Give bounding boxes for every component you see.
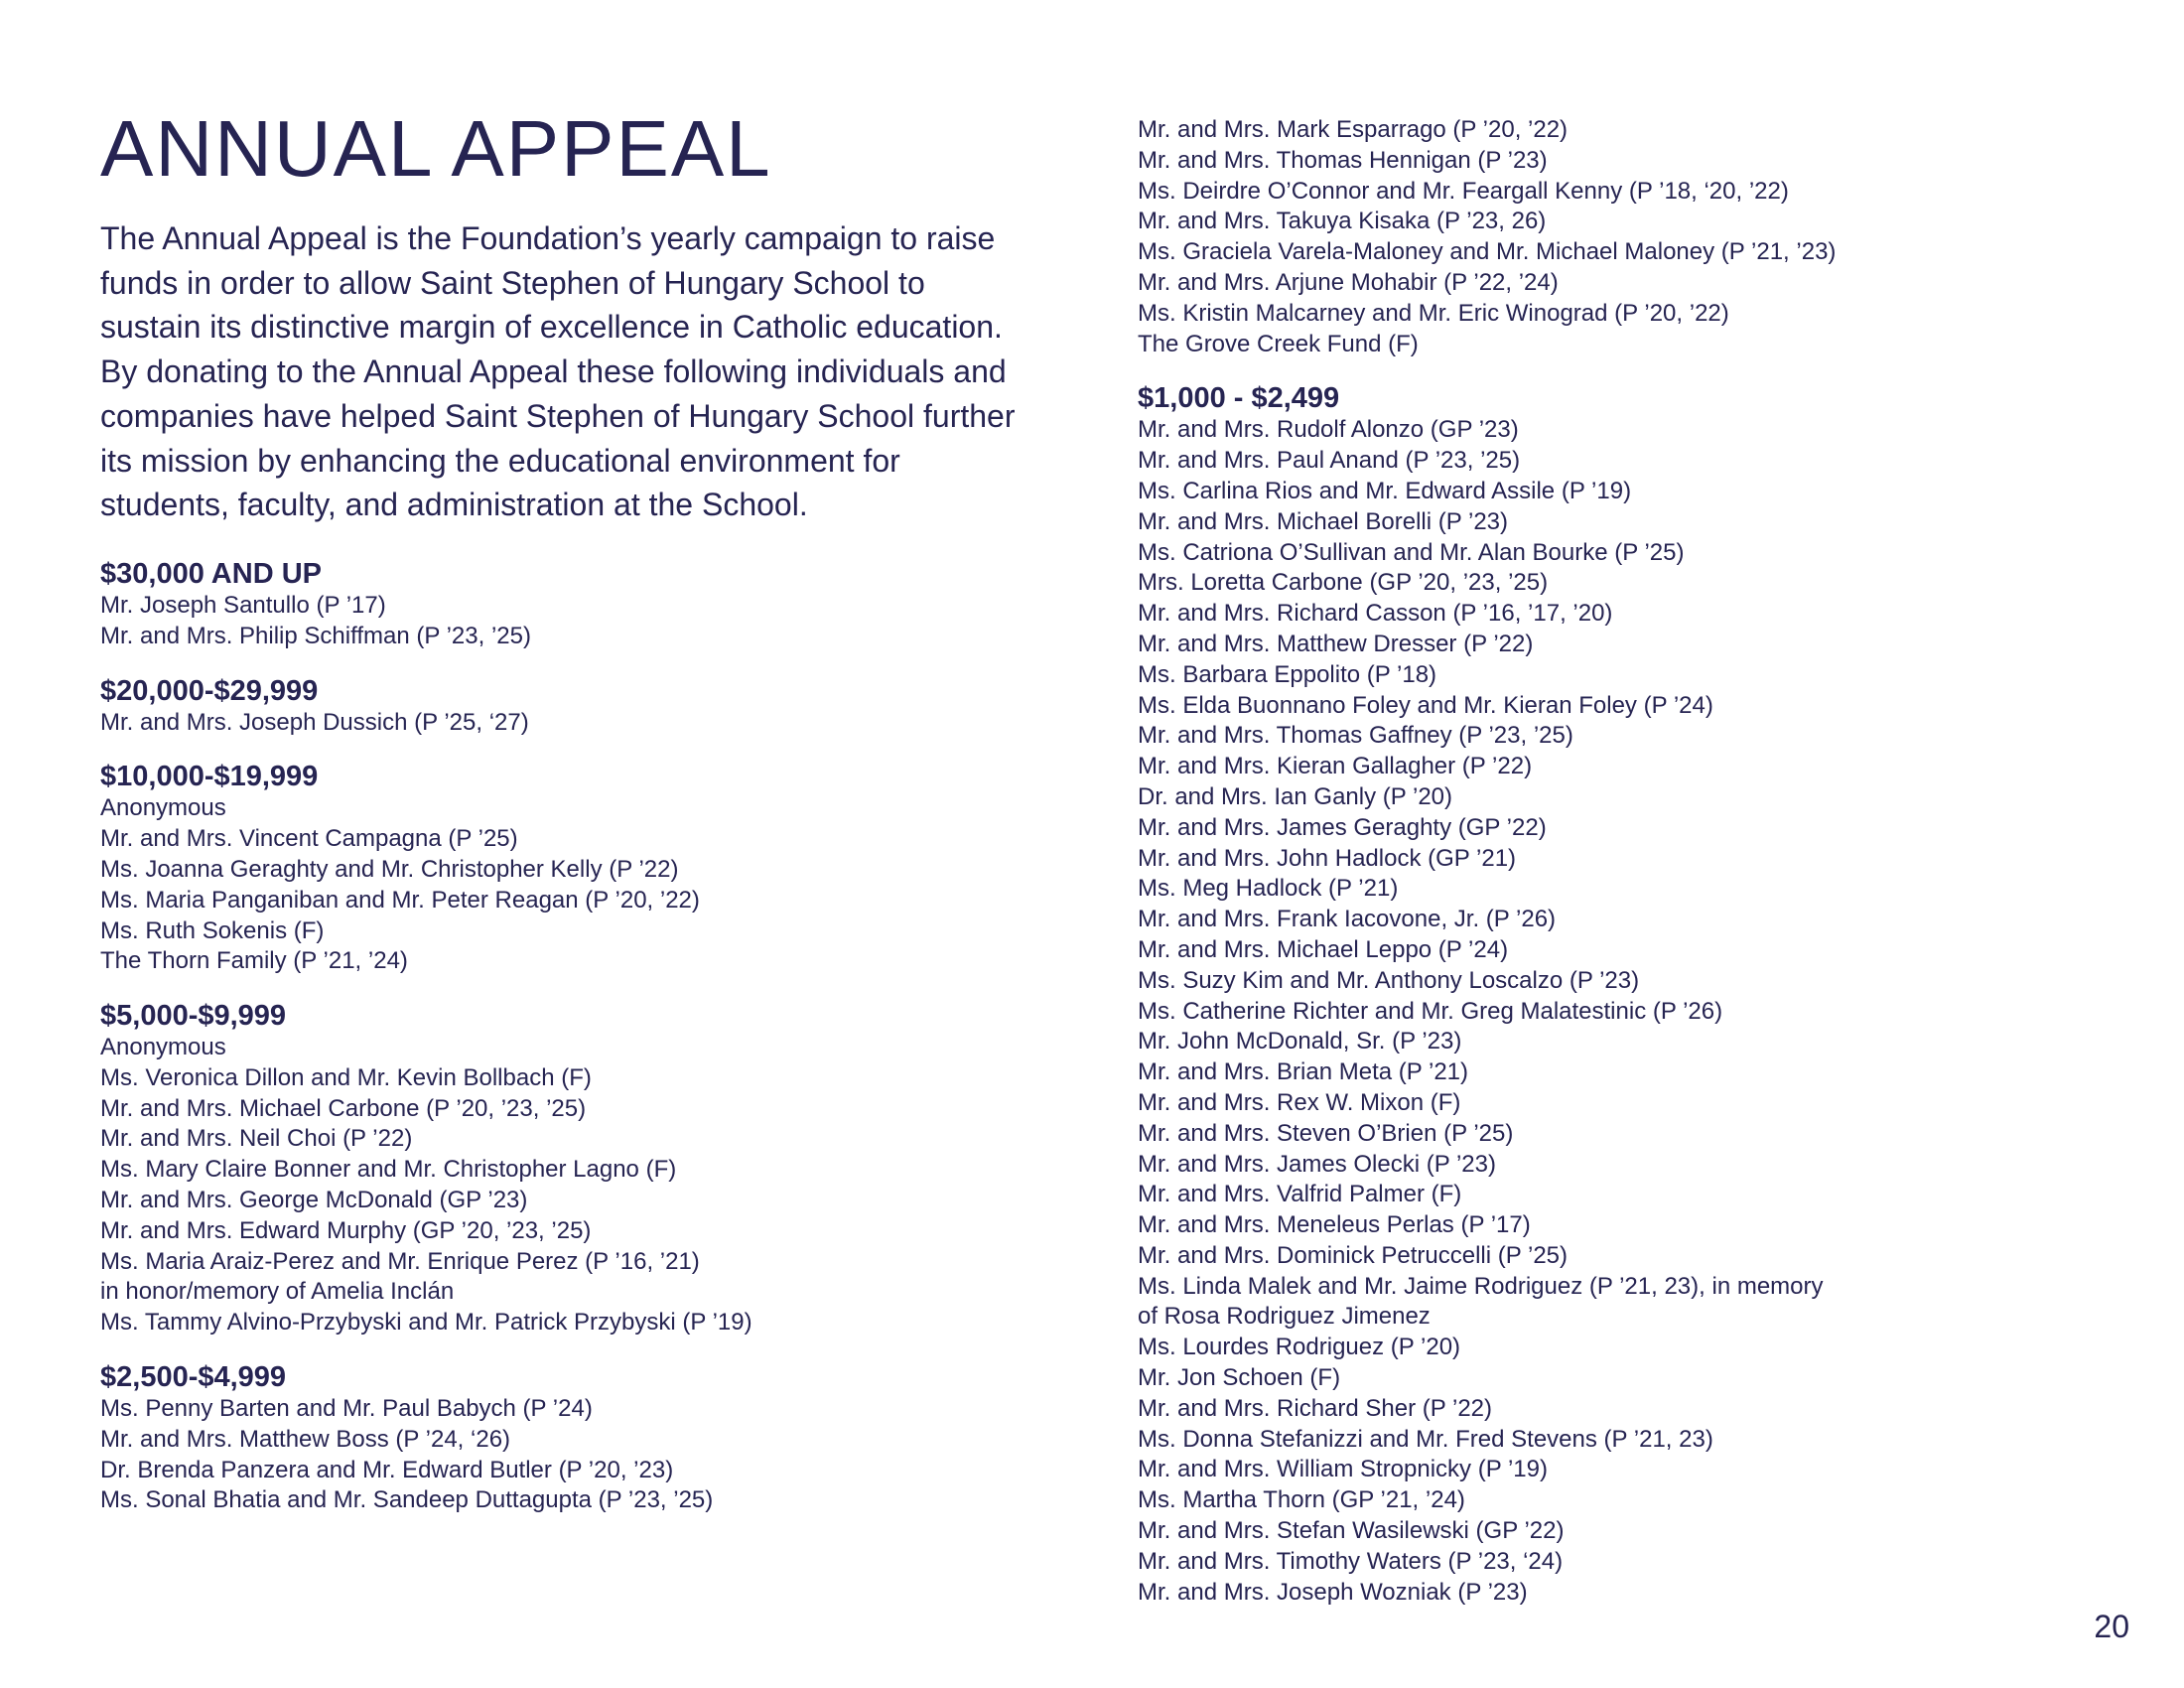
donor-name: Dr. Brenda Panzera and Mr. Edward Butler (P ’20, ’23) xyxy=(100,1456,674,1483)
donor-name: of Rosa Rodriguez Jimenez xyxy=(1138,1303,1431,1331)
donor-name: Mr. and Mrs. Vincent Campagna (P ’25) xyxy=(100,825,518,853)
donor-name: Mr. Joseph Santullo (P ’17) xyxy=(100,591,386,619)
donor-name: Mr. and Mrs. Richard Casson (P ’16, ’17, ’20) xyxy=(1138,600,1613,628)
donor-name: Mr. and Mrs. Stefan Wasilewski (GP ’22) xyxy=(1138,1517,1565,1545)
gift-level-10-000-19-999 xyxy=(100,760,1024,977)
donor-name: Mr. and Mrs. Valfrid Palmer (F) xyxy=(1138,1181,1462,1208)
donor-name: Mr. and Mrs. John Hadlock (GP ’21) xyxy=(1138,844,1517,872)
donor-name: Mr. and Mrs. Michael Carbone (P ’20, ’23, ’25) xyxy=(100,1094,587,1122)
donor-name: Mr. and Mrs. Arjune Mohabir (P ’22, ’24) xyxy=(1138,268,1559,296)
gift-level-heading: $30,000 AND UP xyxy=(100,557,322,590)
gift-level-1-000-2-499 xyxy=(1138,381,2130,1608)
intro-paragraph: The Annual Appeal is the Foundation’s yearly campaign to raise funds in order to allow Saint Stephen of Hungary School to sustain its distinctive margin of excellence in Catholic education. By donating to the Annual Appeal these following individuals and companies have helped Saint Stephen of Hungary School further its mission by enhancing the educational environment for students, faculty, and administration at the School. xyxy=(100,220,1016,523)
donor-name: Mr. and Mrs. William Stropnicky (P ’19) xyxy=(1138,1456,1548,1483)
donor-name: Mrs. Loretta Carbone (GP ’20, ’23, ’25) xyxy=(1138,569,1549,597)
left-column xyxy=(100,104,1024,1538)
donor-name: Ms. Veronica Dillon and Mr. Kevin Bollbach (F) xyxy=(100,1063,592,1091)
donor-name: in honor/memory of Amelia Inclán xyxy=(100,1278,455,1306)
donor-name: Mr. and Mrs. Thomas Gaffney (P ’23, ’25) xyxy=(1138,722,1573,750)
donor-name: Ms. Graciela Varela-Maloney and Mr. Michael Maloney (P ’21, ’23) xyxy=(1138,238,1837,266)
donor-name: Ms. Mary Claire Bonner and Mr. Christopher Lagno (F) xyxy=(100,1156,677,1184)
donor-name: Ms. Sonal Bhatia and Mr. Sandeep Duttagupta (P ’23, ’25) xyxy=(100,1486,714,1514)
donor-name: The Grove Creek Fund (F) xyxy=(1138,330,1419,357)
donor-name: Ms. Kristin Malcarney and Mr. Eric Winograd (P ’20, ’22) xyxy=(1138,299,1729,327)
donor-name: Anonymous xyxy=(100,1034,226,1061)
donor-name: Mr. and Mrs. Rudolf Alonzo (GP ’23) xyxy=(1138,416,1519,444)
donor-name: Ms. Carlina Rios and Mr. Edward Assile (P ’19) xyxy=(1138,477,1632,504)
donor-name: Mr. and Mrs. Matthew Dresser (P ’22) xyxy=(1138,630,1534,657)
donor-name: Ms. Elda Buonnano Foley and Mr. Kieran Foley (P ’24) xyxy=(1138,691,1713,719)
donor-name: Mr. and Mrs. Edward Murphy (GP ’20, ’23, ’25) xyxy=(100,1216,592,1244)
donor-name: Ms. Deirdre O’Connor and Mr. Feargall Kenny (P ’18, ‘20, ’22) xyxy=(1138,177,1789,205)
donor-name: Mr. and Mrs. Thomas Hennigan (P ’23) xyxy=(1138,146,1548,174)
donor-name: Mr. and Mrs. George McDonald (GP ’23) xyxy=(100,1187,528,1214)
gift-level-heading: $5,000-$9,999 xyxy=(100,1000,287,1033)
donor-name: Ms. Donna Stefanizzi and Mr. Fred Stevens (P ’21, 23) xyxy=(1138,1425,1713,1453)
donor-name: Ms. Joanna Geraghty and Mr. Christopher Kelly (P ’22) xyxy=(100,855,679,883)
donor-name: Mr. and Mrs. Timothy Waters (P ’23, ‘24) xyxy=(1138,1547,1564,1575)
donor-name: Ms. Maria Panganiban and Mr. Peter Reagan (P ’20, ’22) xyxy=(100,886,700,914)
donor-name: Mr. and Mrs. Joseph Dussich (P ’25, ‘27) xyxy=(100,708,529,736)
donor-name: Ms. Suzy Kim and Mr. Anthony Loscalzo (P ’23) xyxy=(1138,966,1640,994)
donor-name: Ms. Penny Barten and Mr. Paul Babych (P ’24) xyxy=(100,1395,593,1423)
page-title: ANNUAL APPEAL xyxy=(100,104,772,193)
donor-name: Ms. Tammy Alvino-Przybyski and Mr. Patrick Przybyski (P ’19) xyxy=(100,1309,752,1336)
gift-level-heading: $10,000-$19,999 xyxy=(100,761,319,793)
donor-name: Ms. Ruth Sokenis (F) xyxy=(100,916,325,944)
donor-name: Dr. and Mrs. Ian Ganly (P ’20) xyxy=(1138,782,1453,810)
donor-name: Mr. and Mrs. Paul Anand (P ’23, ’25) xyxy=(1138,447,1521,475)
donor-name: Mr. and Mrs. Joseph Wozniak (P ’23) xyxy=(1138,1578,1528,1606)
donor-name: Mr. and Mrs. Michael Leppo (P ’24) xyxy=(1138,935,1509,963)
donor-name: Mr. and Mrs. Michael Borelli (P ’23) xyxy=(1138,507,1509,535)
donor-name: Mr. and Mrs. Matthew Boss (P ’24, ‘26) xyxy=(100,1425,511,1453)
donor-name: Mr. and Mrs. James Olecki (P ’23) xyxy=(1138,1150,1496,1178)
gift-level-continued xyxy=(1138,115,2130,359)
donor-name: Anonymous xyxy=(100,794,226,822)
donor-name: Mr. and Mrs. James Geraghty (GP ’22) xyxy=(1138,813,1547,841)
donor-name: Mr. and Mrs. Mark Esparrago (P ’20, ’22) xyxy=(1138,116,1569,143)
left-donor-sections xyxy=(100,557,1024,1516)
donor-name: Mr. and Mrs. Takuya Kisaka (P ’23, 26) xyxy=(1138,208,1547,235)
donor-name: Mr. and Mrs. Dominick Petruccelli (P ’25) xyxy=(1138,1241,1569,1269)
donor-name: Mr. and Mrs. Steven O’Brien (P ’25) xyxy=(1138,1119,1514,1147)
gift-level-heading: $2,500-$4,999 xyxy=(100,1361,287,1394)
donor-name: Ms. Barbara Eppolito (P ’18) xyxy=(1138,660,1437,688)
donor-name: Ms. Maria Araiz-Perez and Mr. Enrique Perez (P ’16, ’21) xyxy=(100,1247,700,1275)
gift-level-2-500-4-999 xyxy=(100,1360,1024,1516)
gift-level-30-000-and-up xyxy=(100,557,1024,652)
page-number: 20 xyxy=(2094,1609,2129,1644)
donor-name: Ms. Linda Malek and Mr. Jaime Rodriguez (P ’21, 23), in memory xyxy=(1138,1272,1824,1300)
gift-level-heading: $20,000-$29,999 xyxy=(100,674,319,707)
donor-name: Mr. and Mrs. Frank Iacovone, Jr. (P ’26) xyxy=(1138,906,1557,933)
donor-name: Mr. and Mrs. Meneleus Perlas (P ’17) xyxy=(1138,1211,1531,1239)
donor-name: Ms. Meg Hadlock (P ’21) xyxy=(1138,875,1399,903)
donor-name: Mr. Jon Schoen (F) xyxy=(1138,1364,1341,1392)
donor-name: Mr. and Mrs. Richard Sher (P ’22) xyxy=(1138,1394,1493,1422)
donor-name: Mr. and Mrs. Rex W. Mixon (F) xyxy=(1138,1088,1461,1116)
donor-name: Mr. and Mrs. Neil Choi (P ’22) xyxy=(100,1125,413,1153)
right-donor-sections xyxy=(1138,115,2130,1608)
gift-level-heading: $1,000 - $2,499 xyxy=(1138,382,1340,415)
gift-level-20-000-29-999 xyxy=(100,674,1024,739)
donor-name: The Thorn Family (P ’21, ’24) xyxy=(100,947,408,975)
donor-name: Mr. and Mrs. Brian Meta (P ’21) xyxy=(1138,1058,1468,1086)
donor-name: Mr. and Mrs. Philip Schiffman (P ’23, ’25) xyxy=(100,622,531,649)
donor-name: Mr. John McDonald, Sr. (P ’23) xyxy=(1138,1028,1462,1055)
donor-name: Ms. Martha Thorn (GP ’21, ’24) xyxy=(1138,1486,1465,1514)
donor-name: Ms. Catriona O’Sullivan and Mr. Alan Bourke (P ’25) xyxy=(1138,538,1685,566)
gift-level-5-000-9-999 xyxy=(100,999,1024,1338)
donor-name: Ms. Catherine Richter and Mr. Greg Malatestinic (P ’26) xyxy=(1138,997,1723,1025)
donor-name: Mr. and Mrs. Kieran Gallagher (P ’22) xyxy=(1138,753,1533,780)
right-column xyxy=(1138,115,2130,1629)
donor-name: Ms. Lourdes Rodriguez (P ’20) xyxy=(1138,1334,1461,1361)
